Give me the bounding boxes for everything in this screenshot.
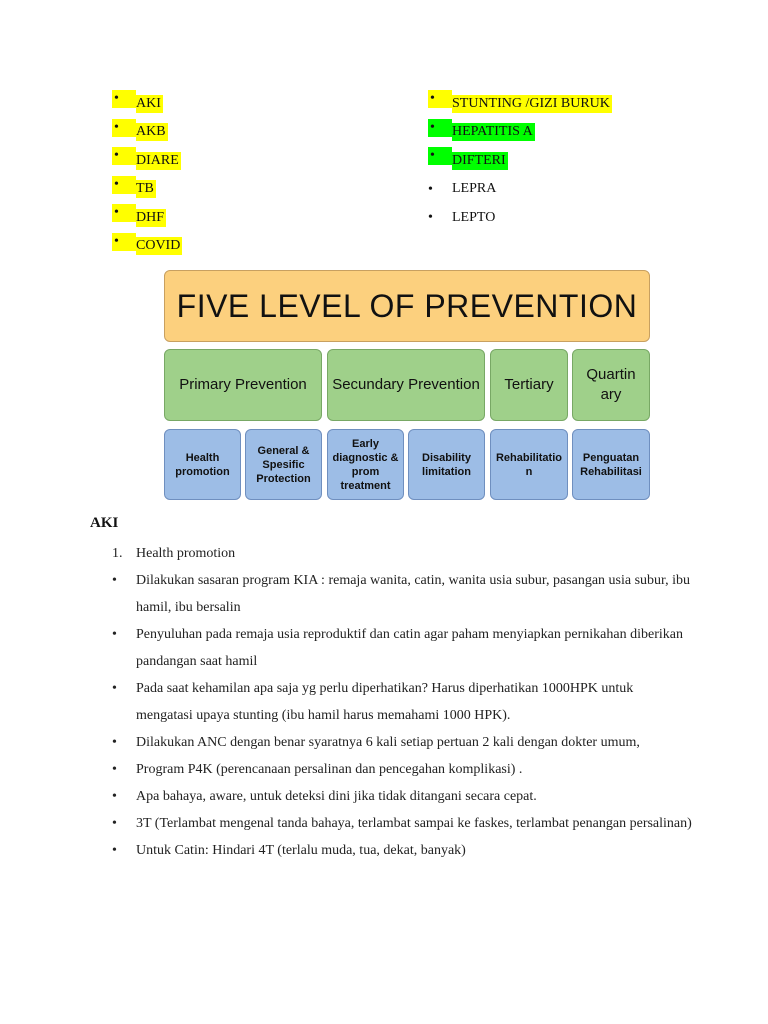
list-item: • HEPATITIS A bbox=[430, 119, 533, 140]
list-item: • Untuk Catin: Hindari 4T (terlalu muda, tua, dekat, banyak) bbox=[112, 837, 692, 864]
list-item: • AKI bbox=[114, 91, 161, 111]
bullet-icon: • bbox=[428, 90, 452, 108]
sublevel-rehabilitation: Rehabilitatio n bbox=[490, 429, 568, 500]
list-item: • Apa bahaya, aware, untuk deteksi dini jika tidak ditangani secara cepat. bbox=[112, 783, 692, 810]
sublevel-early-diagnostic: Early diagnostic & prom treatment bbox=[327, 429, 404, 500]
sublevel-disability-limitation: Disability limitation bbox=[408, 429, 485, 500]
bullet-icon: • bbox=[112, 147, 136, 165]
list-item: • STUNTING /GIZI BURUK bbox=[430, 91, 610, 111]
level-primary-prevention: Primary Prevention bbox=[164, 349, 322, 421]
bullet-icon: • bbox=[112, 627, 117, 642]
list-item: • LEPTO bbox=[428, 204, 612, 233]
bullet-icon: • bbox=[112, 681, 117, 696]
list-item: • Pada saat kehamilan apa saja yg perlu diperhatikan? Harus diperhatikan 1000HPK untuk mengatasi upaya stunting (ibu hamil harus memahami 1000 HPK). bbox=[112, 675, 692, 729]
bullet-icon: • bbox=[112, 204, 136, 222]
bullet-icon: • bbox=[112, 176, 136, 194]
level-quartinary: Quartin ary bbox=[572, 349, 650, 421]
list-item: • DHF bbox=[114, 205, 165, 225]
section-content bbox=[112, 540, 692, 864]
bullet-icon: • bbox=[112, 90, 136, 108]
disease-list-right bbox=[428, 90, 612, 233]
list-item: • Dilakukan ANC dengan benar syaratnya 6 kali setiap pertuan 2 kali dengan dokter umum, bbox=[112, 729, 692, 756]
bullet-icon: • bbox=[112, 762, 117, 777]
list-item: • AKB bbox=[114, 119, 166, 140]
list-item: • Dilakukan sasaran program KIA : remaja wanita, catin, wanita usia subur, pasangan usia subur, ibu hamil, ibu bersalin bbox=[112, 567, 692, 621]
bullet-icon: • bbox=[428, 210, 433, 225]
diagram-title: FIVE LEVEL OF PREVENTION bbox=[164, 270, 650, 342]
list-item: • DIFTERI bbox=[430, 148, 506, 168]
list-item: • COVID bbox=[114, 233, 181, 254]
section-heading: AKI bbox=[90, 515, 119, 531]
list-item: • Penyuluhan pada remaja usia reproduktif dan catin agar paham menyiapkan pernikahan diberikan pandangan saat hamil bbox=[112, 621, 692, 675]
disease-list-left bbox=[112, 90, 182, 261]
list-item: • LEPRA bbox=[428, 176, 612, 205]
number-marker: 1. bbox=[112, 546, 123, 561]
level-tertiary: Tertiary bbox=[490, 349, 568, 421]
bullet-icon: • bbox=[112, 233, 136, 251]
list-item: • Program P4K (perencanaan persalinan dan pencegahan komplikasi) . bbox=[112, 756, 692, 783]
list-item: • TB bbox=[114, 176, 154, 197]
bullet-icon: • bbox=[112, 119, 136, 137]
bullet-icon: • bbox=[428, 181, 433, 197]
sublevel-specific-protection: General & Spesific Protection bbox=[245, 429, 322, 500]
level-secundary-prevention: Secundary Prevention bbox=[327, 349, 485, 421]
list-item: • 3T (Terlambat mengenal tanda bahaya, terlambat sampai ke faskes, terlambat penangan persalinan) bbox=[112, 810, 692, 837]
sublevel-penguatan-rehabilitasi: Penguatan Rehabilitasi bbox=[572, 429, 650, 500]
bullet-icon: • bbox=[112, 573, 117, 588]
bullet-icon: • bbox=[112, 816, 117, 831]
bullet-icon: • bbox=[428, 119, 452, 137]
bullet-icon: • bbox=[428, 147, 452, 165]
sublevel-health-promotion: Health promotion bbox=[164, 429, 241, 500]
list-item: • DIARE bbox=[114, 148, 179, 168]
numbered-item: 1. Health promotion bbox=[112, 540, 692, 567]
bullet-icon: • bbox=[112, 789, 117, 804]
bullet-icon: • bbox=[112, 735, 117, 750]
bullet-icon: • bbox=[112, 843, 117, 858]
